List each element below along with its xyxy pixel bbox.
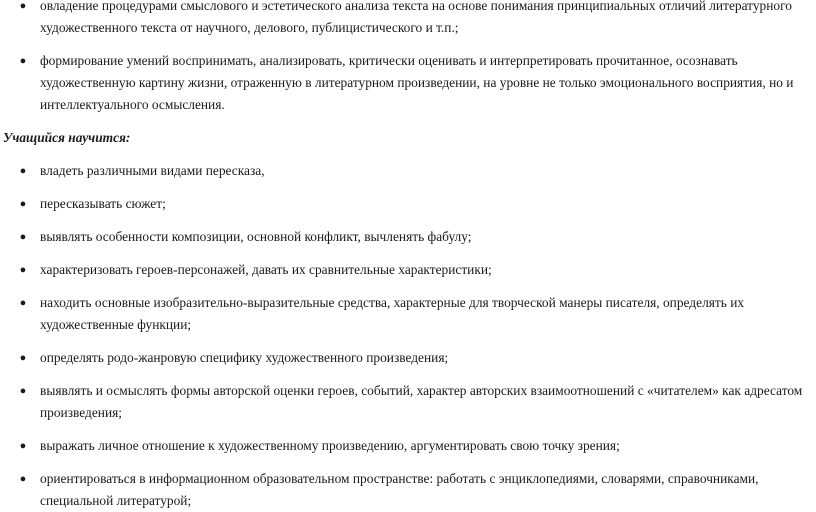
- bullet-icon: ●: [19, 473, 27, 485]
- list-item-text: владеть различными видами пересказа,: [40, 163, 265, 178]
- list-item: [0, 193, 816, 215]
- list-item-text: пересказывать сюжет;: [40, 196, 166, 211]
- list-item: [0, 435, 816, 457]
- list-item: [0, 160, 816, 182]
- list-item-text: характеризовать героев-персонажей, давать их сравнительные характеристики;: [40, 262, 492, 277]
- list-item: [0, 380, 816, 424]
- list-item-text: ориентироваться в информационном образовательном пространстве: работать с энциклопедиями, словарями, справочниками, специальной литературой;: [40, 471, 759, 508]
- bullet-icon: ●: [19, 55, 27, 67]
- bullet-icon: ●: [19, 440, 27, 452]
- bullet-icon: ●: [19, 352, 27, 364]
- list-item: [0, 0, 816, 39]
- list-item: [0, 347, 816, 369]
- skills-list: [0, 160, 816, 512]
- list-item-text: овладение процедурами смыслового и эстетического анализа текста на основе понимания принципиальных отличий литературного художественного текста от научного, делового, публицистического и т.п.;: [40, 0, 792, 35]
- bullet-icon: ●: [19, 264, 27, 276]
- bullet-icon: ●: [19, 385, 27, 397]
- goals-list: [0, 0, 816, 116]
- list-item-text: выявлять и осмыслять формы авторской оценки героев, событий, характер авторских взаимоотношений с «читателем» как адресатом произведения;: [40, 383, 803, 420]
- list-item-text: находить основные изобразительно-выразительные средства, характерные для творческой манеры писателя, определять их художественные функции;: [40, 295, 745, 332]
- list-item: [0, 259, 816, 281]
- list-item-text: определять родо-жанровую специфику художественного произведения;: [40, 350, 449, 365]
- bullet-icon: ●: [19, 165, 27, 177]
- list-item-text: выявлять особенности композиции, основной конфликт, вычленять фабулу;: [40, 229, 472, 244]
- section-heading: Учащийся научится:: [3, 130, 131, 145]
- list-item-text: формирование умений воспринимать, анализировать, критически оценивать и интерпретировать прочитанное, осознавать художественную картину жизни, отраженную в литературном произведении, на уровне не только эмоционального восприятия, но и интеллектуального осмысления.: [40, 53, 794, 112]
- bullet-icon: ●: [19, 231, 27, 243]
- list-item-text: выражать личное отношение к художественному произведению, аргументировать свою точку зрения;: [40, 438, 620, 453]
- bullet-icon: ●: [19, 198, 27, 210]
- list-item: [0, 292, 816, 336]
- list-item: [0, 226, 816, 248]
- bullet-icon: ●: [19, 0, 27, 12]
- list-item: [0, 468, 816, 512]
- bullet-icon: ●: [19, 297, 27, 309]
- list-item: [0, 50, 816, 116]
